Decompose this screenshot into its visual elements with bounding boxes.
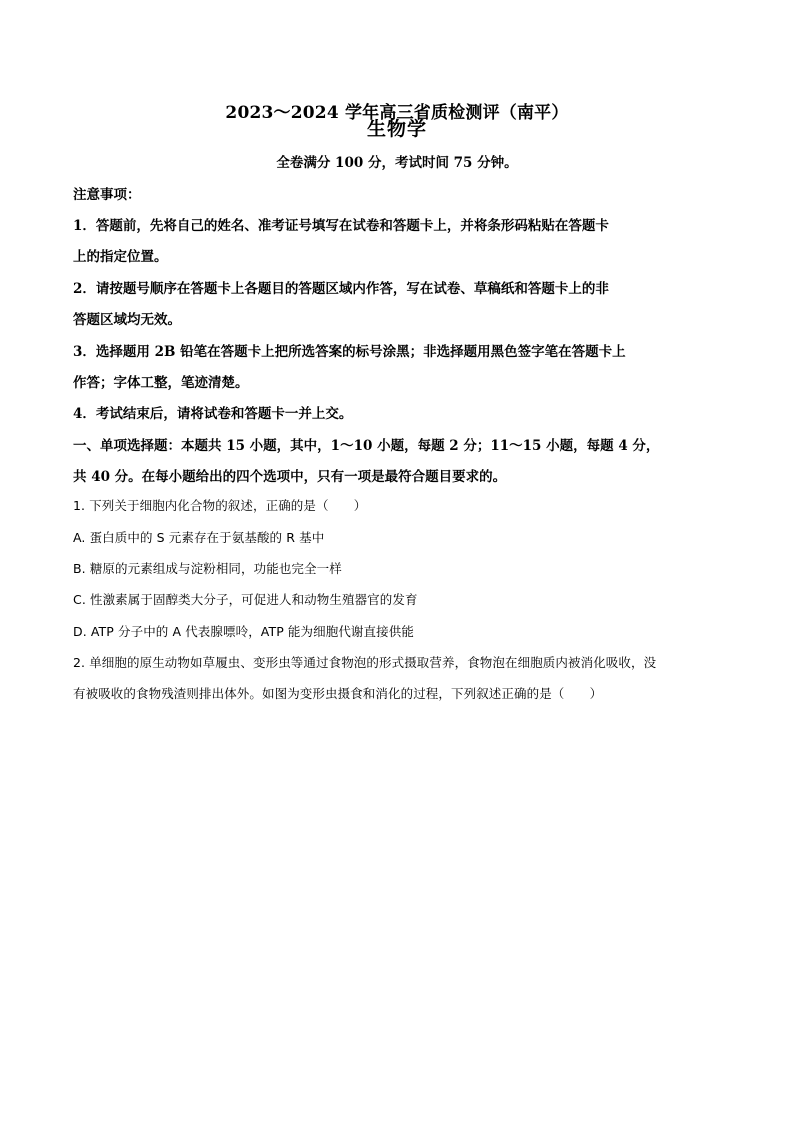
notice-item: 1．答题前，先将自己的姓名、准考证号填写在试卷和答题卡上，并将条形码粘贴在答题卡 [73, 218, 609, 234]
question-1-option-a: A. 蛋白质中的 S 元素存在于氨基酸的 R 基中 [73, 530, 325, 545]
question-1-stem: 1. 下列关于细胞内化合物的叙述，正确的是（ ） [73, 498, 367, 513]
exam-info: 全卷满分 100 分，考试时间 75 分钟。 [276, 155, 518, 171]
question-2-stem: 2. 单细胞的原生动物如草履虫、变形虫等通过食物泡的形式摄取营养，食物泡在细胞质内被消化吸收，没 [73, 655, 657, 670]
question-1-option-c: C. 性激素属于固醇类大分子，可促进人和动物生殖器官的发育 [73, 592, 418, 607]
question-1-option-b: B. 糖原的元素组成与淀粉相同，功能也完全一样 [73, 561, 342, 576]
notice-item: 3．选择题用 2B 铅笔在答题卡上把所选答案的标号涂黑；非选择题用黑色签字笔在答题卡上 [73, 344, 626, 360]
notice-item: 2．请按题号顺序在答题卡上各题目的答题区域内作答，写在试卷、草稿纸和答题卡上的非 [73, 281, 609, 297]
notice-heading: 注意事项： [73, 187, 141, 203]
section-instructions: 一、单项选择题：本题共 15 小题，其中，1～10 小题，每题 2 分；11～15 小题，每题 4 分， [73, 438, 660, 454]
question-2-stem: 有被吸收的食物残渣则排出体外。如图为变形虫摄食和消化的过程，下列叙述正确的是（ ） [73, 686, 603, 701]
notice-item: 上的指定位置。 [73, 249, 168, 265]
exam-title: 2023～2024 学年高三省质检测评（南平） [225, 103, 569, 123]
notice-item: 答题区域均无效。 [73, 312, 181, 328]
notice-item: 作答；字体工整，笔迹清楚。 [73, 375, 249, 391]
question-1-option-d: D. ATP 分子中的 A 代表腺嘌呤，ATP 能为细胞代谢直接供能 [73, 624, 414, 639]
notice-item: 4．考试结束后，请将试卷和答题卡一并上交。 [73, 406, 353, 422]
section-instructions: 共 40 分。在每小题给出的四个选项中，只有一项是最符合题目要求的。 [73, 469, 507, 485]
subject-title: 生物学 [366, 118, 427, 140]
